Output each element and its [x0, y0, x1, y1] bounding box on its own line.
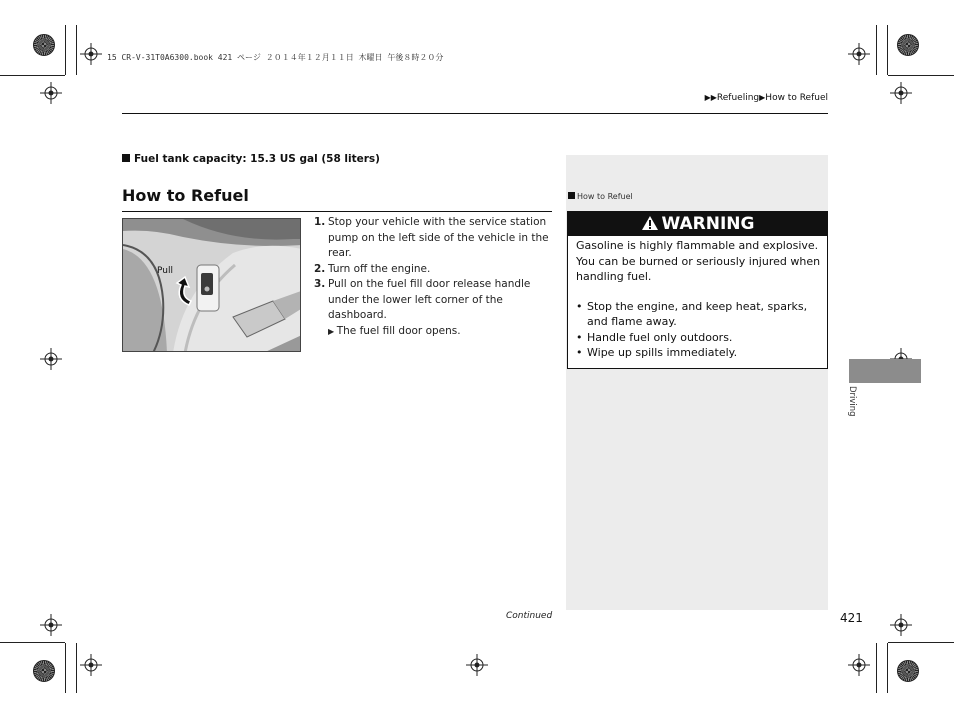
step-item: 1. Stop your vehicle with the service station pump on the left side of the vehicle in the rear.	[314, 216, 549, 259]
color-bar-rosette	[897, 660, 919, 682]
registration-mark	[80, 43, 102, 65]
crop-line	[876, 643, 877, 693]
color-bar-rosette	[33, 34, 55, 56]
crop-line	[876, 25, 877, 75]
crop-line	[888, 75, 954, 76]
crop-line	[888, 642, 954, 643]
registration-mark	[848, 43, 870, 65]
warning-heading: WARNING	[568, 212, 827, 236]
breadcrumb-arrow-icon: ▶▶	[704, 93, 717, 102]
color-bar-rosette	[33, 660, 55, 682]
crop-line	[76, 643, 77, 693]
result-arrow-icon: ▶	[328, 326, 337, 336]
breadcrumb-item[interactable]: How to Refuel	[765, 93, 828, 103]
step-result: ▶ The fuel fill door opens.	[328, 324, 461, 337]
crop-line	[0, 642, 65, 643]
section-tab[interactable]	[849, 359, 921, 383]
registration-mark	[466, 654, 488, 676]
sidebar-reference[interactable]: How to Refuel	[568, 192, 633, 201]
registration-mark	[890, 82, 912, 104]
dashboard-illustration	[123, 219, 301, 352]
warning-bullets	[576, 299, 824, 361]
warning-triangle-icon	[641, 215, 659, 231]
crop-line	[0, 75, 65, 76]
continued-label: Continued	[506, 611, 553, 621]
crop-line	[76, 25, 77, 75]
section-tab-label: Driving	[847, 386, 857, 417]
crop-line	[65, 643, 66, 693]
fuel-door-release-photo	[122, 218, 301, 352]
capacity-note: Fuel tank capacity: 15.3 US gal (58 liters)	[122, 153, 380, 165]
steps-list	[314, 215, 554, 339]
registration-mark	[890, 614, 912, 636]
section-title: How to Refuel	[122, 186, 249, 205]
registration-mark	[848, 654, 870, 676]
title-rule	[122, 211, 552, 212]
step-item: 2. Turn off the engine.	[314, 262, 431, 275]
warning-bullet: • Wipe up spills immediately.	[576, 345, 824, 361]
registration-mark	[40, 82, 62, 104]
pull-callout: Pull	[157, 266, 173, 276]
warning-bullet: • Handle fuel only outdoors.	[576, 330, 824, 346]
registration-mark	[40, 614, 62, 636]
warning-box	[567, 211, 828, 369]
square-bullet-icon	[122, 154, 130, 162]
breadcrumb-item[interactable]: Refueling	[716, 93, 760, 103]
registration-mark	[80, 654, 102, 676]
warning-body	[576, 238, 824, 361]
color-bar-rosette	[897, 34, 919, 56]
breadcrumb-arrow-icon: ▶	[759, 93, 766, 102]
crop-line	[65, 25, 66, 75]
header-rule	[122, 113, 828, 114]
reference-marker-icon	[568, 192, 575, 199]
warning-bullet: • Stop the engine, and keep heat, sparks, and flame away.	[576, 299, 824, 330]
book-info: 15 CR-V-31T0A6300.book 421 ページ ２０１４年１２月１１日 木曜日 午後８時２０分	[107, 53, 444, 62]
page-number: 421	[840, 611, 863, 625]
registration-mark	[40, 348, 62, 370]
warning-intro: Gasoline is highly flammable and explosive. You can be burned or seriously injured when handling fuel.	[576, 239, 821, 283]
crop-line	[887, 643, 888, 693]
step-item: 3. Pull on the fuel fill door release handle under the lower left corner of the dashboard.	[314, 278, 531, 321]
breadcrumb	[705, 93, 828, 103]
crop-line	[887, 25, 888, 75]
